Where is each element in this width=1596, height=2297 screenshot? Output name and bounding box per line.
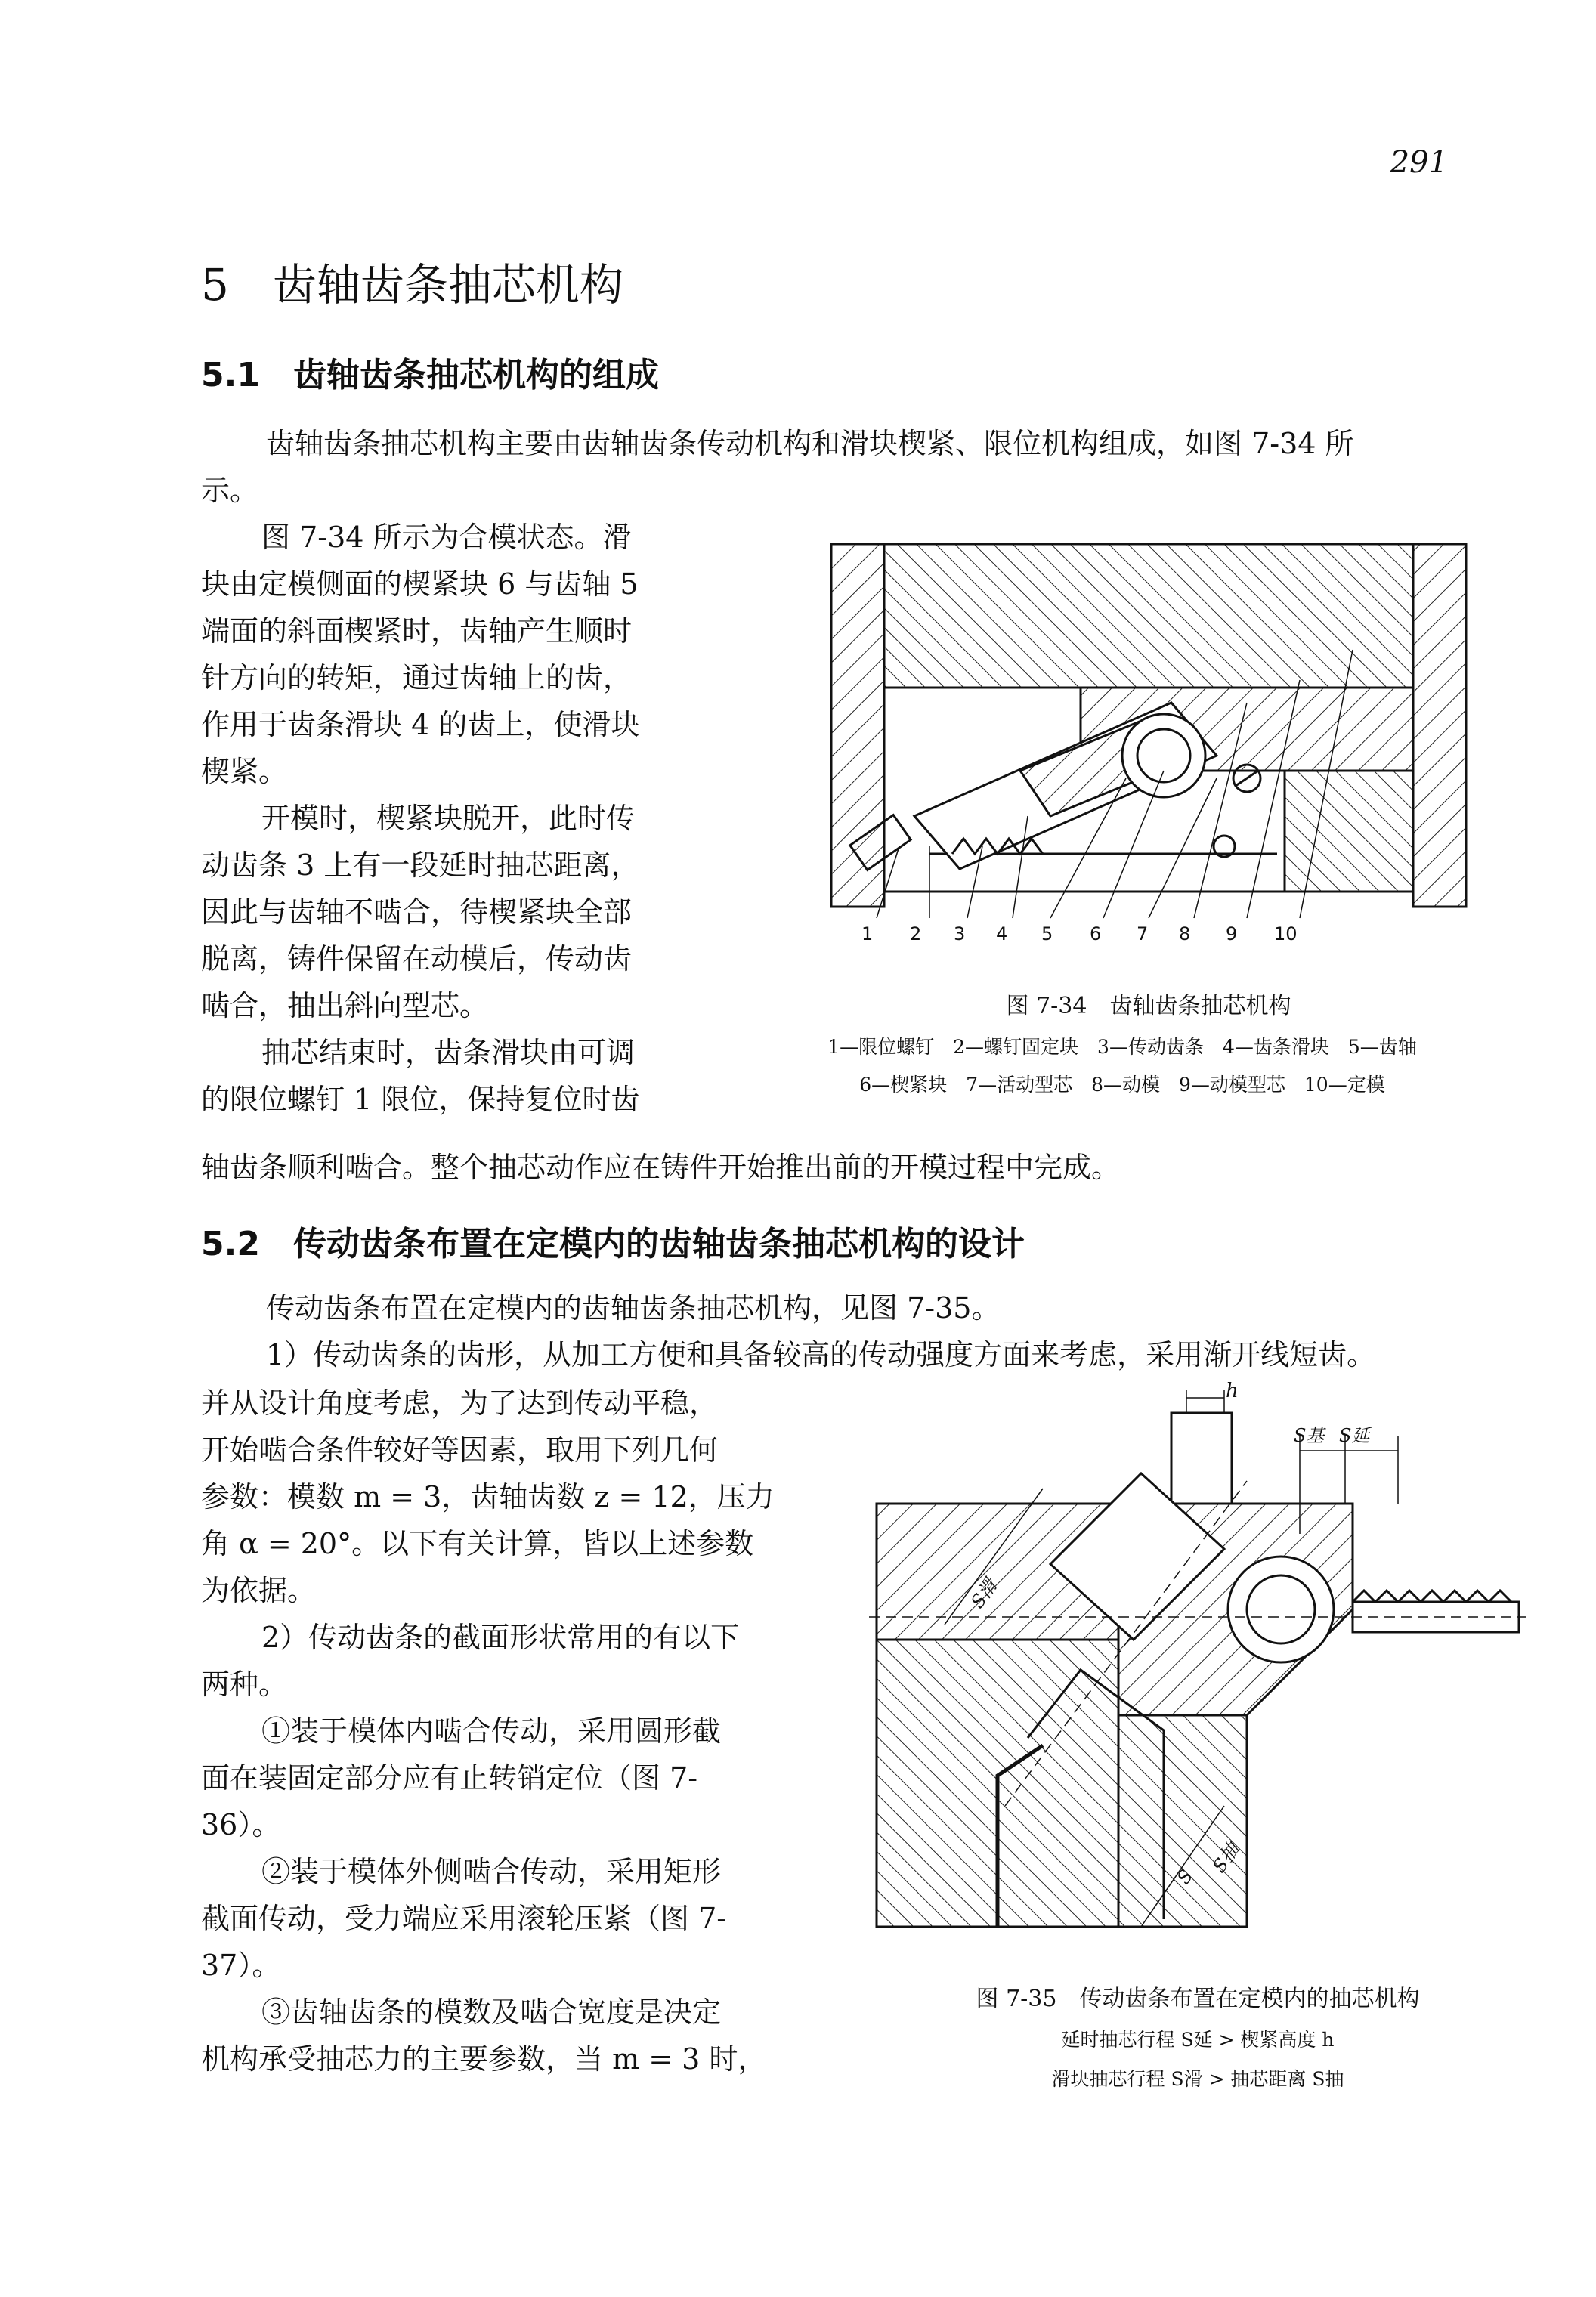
figure-7-34-legend-line1: 1—限位螺钉 2—螺钉固定块 3—传动齿条 4—齿条滑块 5—齿轴 — [827, 1036, 1417, 1058]
text-line: ②装于模体外侧啮合传动，采用矩形 — [261, 1855, 722, 1888]
label-s-hua: S滑 — [967, 1575, 1002, 1612]
text-line: 块由定模侧面的楔紧块 6 与齿轴 5 — [201, 567, 639, 601]
text-line: ①装于模体内啮合传动，采用圆形截 — [261, 1714, 722, 1748]
section-5-1-intro-line1: 齿轴齿条抽芯机构主要由齿轴齿条传动机构和滑块楔紧、限位机构组成，如图 7-34 所 — [266, 427, 1354, 460]
figure-7-35-note2: 滑块抽芯行程 S滑 > 抽芯距离 S抽 — [1051, 2068, 1344, 2090]
figure-7-35-drawing — [869, 1383, 1526, 1942]
text-line: 的限位螺钉 1 限位，保持复位时齿 — [201, 1083, 640, 1116]
text-line: 机构承受抽芯力的主要参数，当 m = 3 时， — [201, 2042, 767, 2076]
label-h: h — [1226, 1380, 1239, 1402]
text-line: 针方向的转矩，通过齿轴上的齿， — [201, 661, 633, 694]
text-line: 36）。 — [201, 1808, 281, 1841]
callout-number: 10 — [1274, 923, 1298, 944]
section-5-1-intro-line2: 示。 — [201, 474, 259, 507]
section-5-1-closing-line: 轴齿条顺利啮合。整个抽芯动作应在铸件开始推出前的开模过程中完成。 — [201, 1151, 1121, 1184]
text-line: 因此与齿轴不啮合，待楔紧块全部 — [201, 895, 633, 929]
text-line: 抽芯结束时，齿条滑块由可调 — [261, 1036, 636, 1069]
text-line: 为依据。 — [201, 1574, 317, 1607]
callout-number: 4 — [996, 923, 1008, 944]
callout-number: 5 — [1041, 923, 1053, 944]
callout-number: 3 — [954, 923, 966, 944]
text-line: 37）。 — [201, 1949, 281, 1982]
text-line: 作用于齿条滑块 4 的齿上，使滑块 — [201, 708, 640, 741]
text-line: 动齿条 3 上有一段延时抽芯距离， — [201, 849, 640, 882]
page-number: 291 — [1390, 145, 1448, 180]
figure-7-34-drawing — [824, 529, 1474, 952]
text-line: 图 7-34 所示为合模状态。滑 — [261, 521, 632, 554]
text-line: 截面传动，受力端应采用滚轮压紧（图 7- — [201, 1902, 727, 1935]
text-line: 并从设计角度考虑，为了达到传动平稳， — [201, 1387, 719, 1420]
label-s-yan: S延 — [1339, 1425, 1370, 1446]
chapter-heading: 5 齿轴齿条抽芯机构 — [201, 259, 623, 311]
callout-number: 1 — [861, 923, 874, 944]
label-s-chou: S抽 — [1208, 1839, 1244, 1877]
text-line: 开始啮合条件较好等因素，取用下列几何 — [201, 1433, 719, 1467]
label-s-ji: S基 — [1294, 1425, 1325, 1446]
text-line: 角 α = 20°。以下有关计算，皆以上述参数 — [201, 1527, 754, 1560]
text-line: 2）传动齿条的截面形状常用的有以下 — [261, 1621, 740, 1654]
figure-7-34-callout-numbers — [861, 923, 1436, 954]
callout-number: 9 — [1226, 923, 1238, 944]
callout-number: 7 — [1137, 923, 1149, 944]
text-line: ③齿轴齿条的模数及啮合宽度是决定 — [261, 1996, 722, 2029]
section-5-2-item1-line: 1）传动齿条的齿形，从加工方便和具备较高的传动强度方面来考虑，采用渐开线短齿。 — [266, 1338, 1376, 1371]
callout-number: 8 — [1179, 923, 1191, 944]
figure-7-35-note1: 延时抽芯行程 S延 > 楔紧高度 h — [1061, 2029, 1335, 2051]
callout-number: 2 — [910, 923, 922, 944]
text-line: 端面的斜面楔紧时，齿轴产生顺时 — [201, 614, 633, 648]
text-line: 脱离，铸件保留在动模后，传动齿 — [201, 942, 633, 975]
section-5-2-heading: 5.2 传动齿条布置在定模内的齿轴齿条抽芯机构的设计 — [201, 1225, 1025, 1263]
text-line: 参数：模数 m = 3，齿轴齿数 z = 12，压力 — [201, 1480, 775, 1513]
label-s: S — [1173, 1866, 1198, 1888]
section-5-1-heading: 5.1 齿轴齿条抽芯机构的组成 — [201, 356, 659, 394]
section-5-2-left-column — [201, 1380, 821, 2082]
text-line: 楔紧。 — [201, 755, 288, 788]
figure-7-34-caption: 图 7-34 齿轴齿条抽芯机构 — [1006, 993, 1291, 1019]
text-line: 两种。 — [201, 1668, 288, 1701]
text-line: 面在装固定部分应有止转销定位（图 7- — [201, 1761, 698, 1795]
section-5-2-intro: 传动齿条布置在定模内的齿轴齿条抽芯机构，见图 7-35。 — [266, 1291, 1001, 1325]
text-line: 开模时，楔紧块脱开，此时传 — [261, 802, 636, 835]
figure-7-35-caption: 图 7-35 传动齿条布置在定模内的抽芯机构 — [976, 1986, 1420, 2012]
section-5-1-left-column — [201, 514, 715, 1123]
figure-7-34-legend-line2: 6—楔紧块 7—活动型芯 8—动模 9—动模型芯 10—定模 — [859, 1074, 1385, 1096]
text-line: 啮合，抽出斜向型芯。 — [201, 989, 489, 1022]
callout-number: 6 — [1090, 923, 1102, 944]
